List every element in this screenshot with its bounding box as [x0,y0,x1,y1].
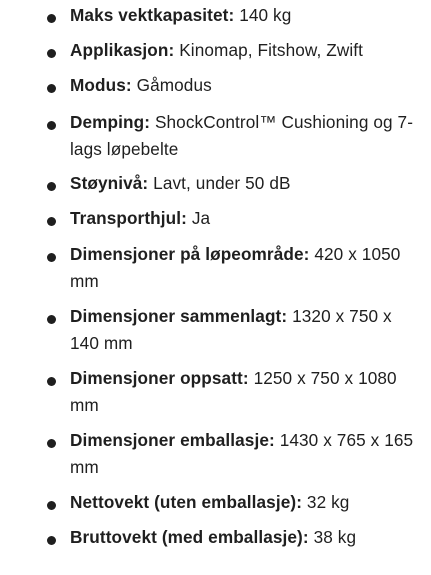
spec-value: Kinomap, Fitshow, Zwift [179,40,364,60]
spec-value: Gåmodus [136,75,212,95]
bullet-icon [47,315,56,324]
spec-text [70,489,420,516]
spec-label: Dimensjoner oppsatt: [70,368,249,388]
bullet-icon [47,439,56,448]
spec-text [70,205,420,232]
spec-text [70,524,420,551]
bullet-icon [47,14,56,23]
bullet-icon [47,84,56,93]
spec-value: ShockControl™ Cushioning og 7-lags løpebelte [70,112,414,159]
bullet-icon [47,121,56,130]
spec-text [70,72,420,99]
spec-label: Dimensjoner sammenlagt: [70,306,288,326]
bullet-icon [47,49,56,58]
spec-text [70,241,420,295]
spec-label: Transporthjul: [70,208,187,228]
spec-label: Dimensjoner på løpeområde: [70,244,310,264]
spec-text [70,109,420,163]
spec-text [70,2,420,29]
spec-text [70,427,420,481]
spec-label: Applikasjon: [70,40,175,60]
spec-text [70,365,420,419]
spec-value: Lavt, under 50 dB [153,173,291,193]
spec-label: Nettovekt (uten emballasje): [70,492,303,512]
bullet-icon [47,536,56,545]
spec-label: Støynivå: [70,173,149,193]
spec-text [70,170,420,197]
spec-label: Maks vektkapasitet: [70,5,235,25]
spec-value: 420 x 1050 mm [70,244,401,291]
spec-label: Dimensjoner emballasje: [70,430,275,450]
bullet-icon [47,217,56,226]
spec-label: Demping: [70,112,151,132]
bullet-icon [47,501,56,510]
spec-value: 1430 x 765 x 165 mm [70,430,414,477]
spec-value: Ja [191,208,211,228]
spec-value: 1320 x 750 x 140 mm [70,306,392,353]
bullet-icon [47,377,56,386]
spec-text [70,303,420,357]
spec-label: Bruttovekt (med emballasje): [70,527,309,547]
spec-value: 1250 x 750 x 1080 mm [70,368,397,415]
bullet-icon [47,182,56,191]
bullet-icon [47,253,56,262]
spec-value: 32 kg [306,492,350,512]
spec-value: 140 kg [239,5,292,25]
spec-text [70,37,420,64]
spec-value: 38 kg [313,527,357,547]
spec-label: Modus: [70,75,132,95]
